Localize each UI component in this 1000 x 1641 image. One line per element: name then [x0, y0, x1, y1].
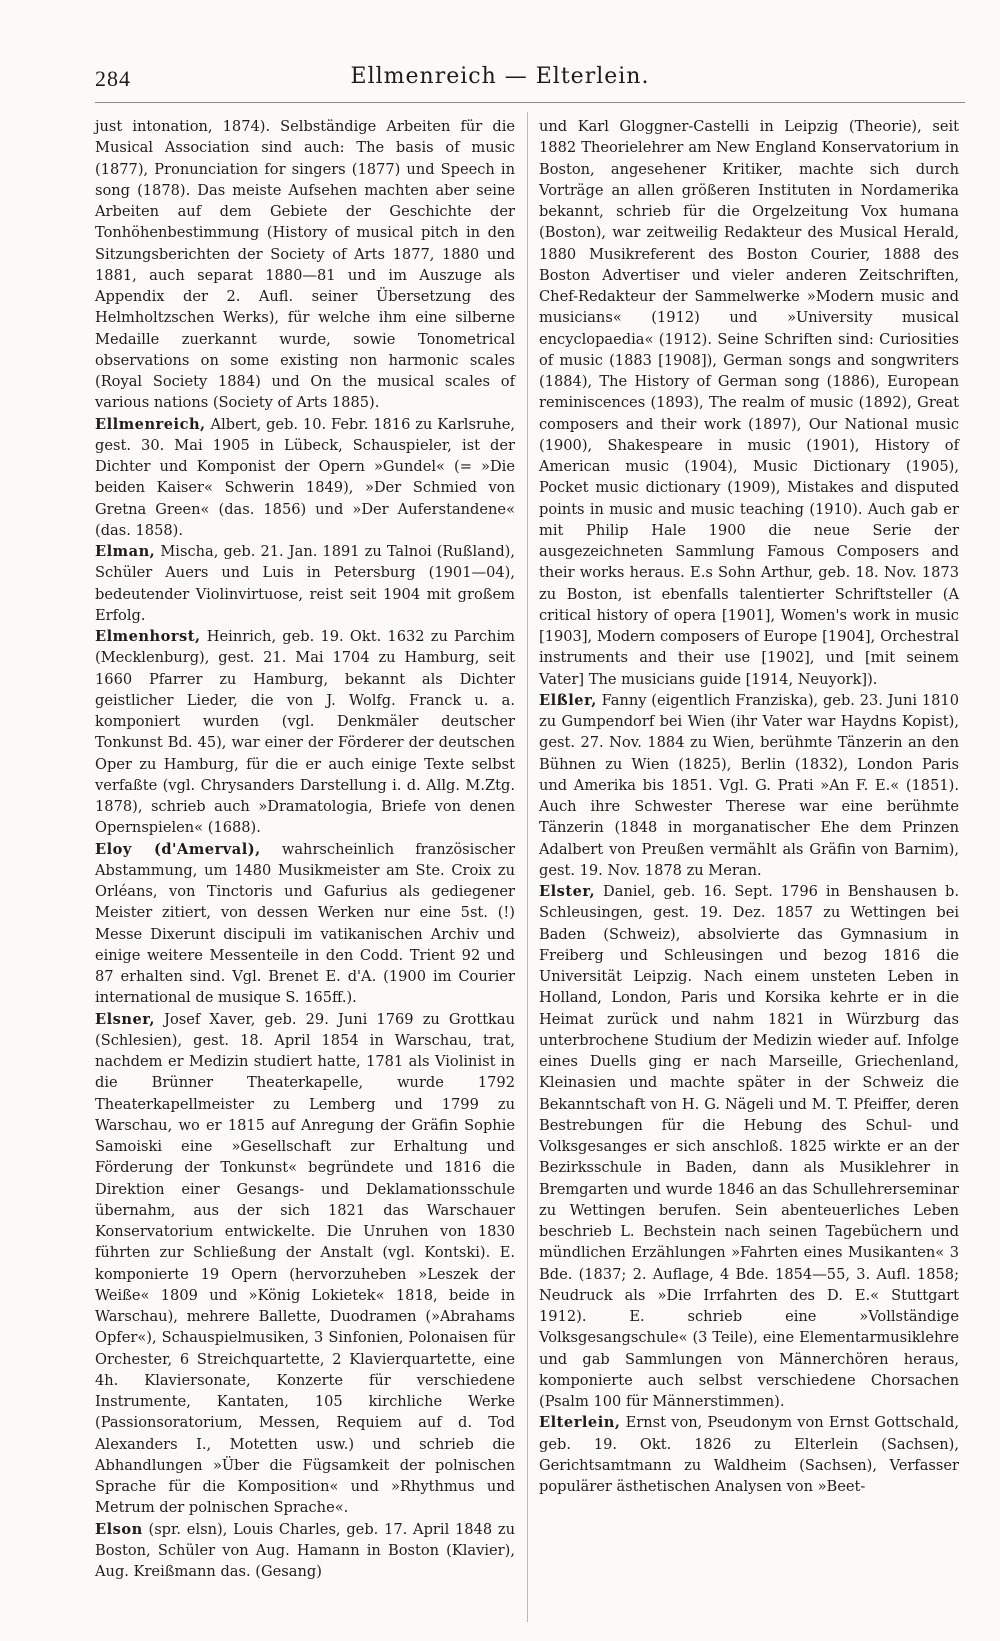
entry-text: Albert, geb. 10. Febr. 1816 zu Karlsruhe, gest. 30. Mai 1905 in Lübeck, Schauspieler, ist der Dichter und Komponist der Opern »Gundel« (= »Die beiden Kaiser« Schwerin 1849), »Der Schmied von Gretna Green« (das. 1856) und »Der Auferstandene« (das. 1858).	[95, 415, 515, 539]
headword: Elßler,	[539, 691, 597, 709]
entry-elman	[95, 541, 515, 626]
page-number: 284	[95, 66, 131, 91]
entry-ellmenreich	[95, 414, 515, 542]
entry-text: Mischa, geb. 21. Jan. 1891 zu Talnoi (Rußland), Schüler Auers und Luis in Petersburg (1901—04), bedeutender Violinvirtuose, reist seit 1904 mit großem Erfolg.	[95, 543, 515, 624]
entry-text: wahrscheinlich französischer Abstammung, um 1480 Musikmeister am Ste. Croix zu Orléans, von Tinctoris und Gafurius als gediegener Meister zitiert, von dessen Werken nur eine 5st. (!) Messe Dixerunt discipuli im vatikanischen Archiv und einige weitere Messenteile in den Codd. Trient 92 und 87 erhalten sind. Vgl. Brenet E. d'A. (1900 im Courier international de musique S. 165ff.).	[95, 840, 515, 1007]
left-column	[95, 116, 515, 1582]
entry-eloy	[95, 839, 515, 1009]
entry-elssler	[539, 690, 959, 881]
entry-elson	[95, 1519, 515, 1583]
column-divider	[527, 112, 528, 1622]
right-column	[539, 116, 959, 1497]
headword: Elster,	[539, 883, 596, 900]
running-title: Ellmenreich — Elterlein.	[350, 64, 650, 89]
headword: Elman,	[95, 543, 156, 560]
header-rule	[95, 102, 965, 103]
headword: Elterlein,	[539, 1414, 621, 1432]
entry-continuation	[95, 116, 515, 414]
page-header	[95, 58, 905, 96]
entry-elster	[539, 881, 959, 1412]
entry-text: Fanny (eigentlich Franziska), geb. 23. Juni 1810 zu Gumpendorf bei Wien (ihr Vater war Haydns Kopist), gest. 27. Nov. 1884 zu Wien, berühmte Tänzerin an den Bühnen zu Wien (1825), Berlin (1832), London Paris und Amerika bis 1851. Vgl. G. Prati »An F. E.« (1851). Auch ihre Schwester Therese war eine berühmte Tänzerin (1848 in morganatischer Ehe dem Prinzen Adalbert von Preußen vermählt als Gräfin von Barnim), gest. 19. Nov. 1878 zu Meran.	[539, 691, 959, 879]
entry-text: Heinrich, geb. 19. Okt. 1632 zu Parchim (Mecklenburg), gest. 21. Mai 1704 zu Hamburg, seit 1660 Pfarrer zu Hamburg, bekannt als Dichter geistlicher Lieder, die von J. Wolfg. Franck u. a. komponiert wurden (vgl. Denkmäler deutscher Tonkunst Bd. 45), war einer der Förderer der deutschen Oper zu Hamburg, für die er auch einige Texte selbst verfaßte (vgl. Chrysanders Darstellung i. d. Allg. M.Ztg. 1878), schrieb auch »Dramatologia, Briefe von denen Opernspielen« (1688).	[95, 628, 515, 837]
headword: Elsner,	[95, 1010, 155, 1028]
entry-elsner	[95, 1009, 515, 1519]
entry-text: just intonation, 1874). Selbständige Arbeiten für die Musical Association sind auch: The basis of music (1877), Pronunciation for singers (1877) und Speech in song (1878). Das meiste Aufsehen machten aber seine Arbeiten auf dem Gebiete der Geschichte der Tonhöhenbestimmung (History of musical pitch in den Sitzungsberichten der Society of Arts 1877, 1880 und 1881, auch separat 1880—81 und im Auszuge als Appendix der 2. Aufl. seiner Übersetzung des Helmholtzschen Werks), für welche ihm eine silberne Medaille zuerkannt wurde, sowie Tonometrical observations on some existing non harmonic scales (Royal Society 1884) und On the musical scales of various nations (Society of Arts 1885).	[95, 118, 515, 412]
entry-text: und Karl Gloggner-Castelli in Leipzig (Theorie), seit 1882 Theorielehrer am New England Konservatorium in Boston, angesehener Kritiker, machte sich durch Vorträge an allen größeren Instituten in Nordamerika bekannt, schrieb für die Orgelzeitung Vox humana (Boston), war zeitweilig Redakteur des Musical Herald, 1880 Musikreferent des Boston Courier, 1888 des Boston Advertiser und vieler anderen Zeitschriften, Chef-Redakteur der Sammelwerke »Modern music and musicians« (1912) und »University musical encyclopaedia« (1912). Seine Schriften sind: Curiosities of music (1883 [1908]), German songs and songwriters (1884), The History of German song (1886), European reminiscences (1893), The realm of music (1892), Great composers and their work (1897), Our National music (1900), Shakespeare in music (1901), History of American music (1904), Music Dictionary (1905), Pocket music dictionary (1909), Mistakes and disputed points in music and music teaching (1910). Auch gab er mit Philip Hale 1900 die neue Serie der ausgezeichneten Sammlung Famous Composers and their works heraus. E.s Sohn Arthur, geb. 18. Nov. 1873 zu Boston, ist ebenfalls talentierter Schriftsteller (A critical history of opera [1901], Women's work in music [1903], Modern composers of Europe [1904], Orchestral instruments and their use [1902], und [mit seinem Vater] The musicians guide [1914, Neuyork]).	[539, 118, 959, 688]
entry-text: (spr. elsn), Louis Charles, geb. 17. April 1848 zu Boston, Schüler von Aug. Hamann in Boston (Klavier), Aug. Kreißmann das. (Gesang)	[95, 1520, 515, 1580]
headword: Ellmenreich,	[95, 415, 206, 433]
entry-elterlein	[539, 1412, 959, 1497]
entry-elmenhorst	[95, 626, 515, 839]
entry-text: Daniel, geb. 16. Sept. 1796 in Benshausen b. Schleusingen, gest. 19. Dez. 1857 zu Wettingen bei Baden (Schweiz), absolvierte das Gymnasium in Freiberg und Schleusingen und bezog 1816 die Universität Leipzig. Nach einem unsteten Leben in Holland, London, Paris und Korsika kehrte er in die Heimat zurück und nahm 1821 in Würzburg das unterbrochene Studium der Medizin wieder auf. Infolge eines Duells ging er nach Marseille, Griechenland, Kleinasien und machte später in der Schweiz die Bekanntschaft von H. G. Nägeli und M. T. Pfeiffer, deren Bestrebungen für die Hebung des Schul- und Volksgesanges er sich anschloß. 1825 wirkte er an der Bezirksschule in Baden, dann als Musiklehrer in Bremgarten und wurde 1846 an das Schullehrerseminar zu Wettingen berufen. Sein abenteuerliches Leben beschrieb L. Bechstein nach seinen Tagebüchern und mündlichen Erzählungen »Fahrten eines Musikanten« 3 Bde. (1837; 2. Auflage, 4 Bde. 1854—55, 3. Aufl. 1858; Neudruck als »Die Irrfahrten des D. E.« Stuttgart 1912). E. schrieb eine »Vollständige Volksgesangschule« (3 Teile), eine Elementarmusiklehre und gab Sammlungen von Männerchören heraus, komponierte auch selbst verschiedene Chorsachen (Psalm 100 für Männerstimmen).	[539, 883, 959, 1410]
entry-text: Josef Xaver, geb. 29. Juni 1769 zu Grottkau (Schlesien), gest. 18. April 1854 in Warschau, trat, nachdem er Medizin studiert hatte, 1781 als Violinist in die Brünner Theaterkapelle, wurde 1792 Theaterkapellmeister zu Lemberg und 1799 zu Warschau, wo er 1815 auf Anregung der Gräfin Sophie Samoiski eine »Gesellschaft zur Erhaltung und Förderung der Tonkunst« begründete und 1816 die Direktion einer Gesangs- und Deklamationsschule übernahm, aus der sich 1821 das Warschauer Konservatorium entwickelte. Die Unruhen von 1830 führten zur Schließung der Anstalt (vgl. Kontski). E. komponierte 19 Opern (hervorzuheben »Leszek der Weiße« 1809 und »König Lokietek« 1818, beide in Warschau), mehrere Ballette, Duodramen (»Abrahams Opfer«), Schauspielmusiken, 3 Sinfonien, Polonaisen für Orchester, 6 Streichquartette, 2 Klavierquartette, eine 4h. Klaviersonate, Konzerte für verschiedene Instrumente, Kantaten, 105 kirchliche Werke (Passionsoratorium, Messen, Requiem auf d. Tod Alexanders I., Motetten usw.) und schrieb die Abhandlungen »Über die Fügsamkeit der polnischen Sprache für die Komposition« und »Rhythmus und Metrum der polnischen Sprache«.	[95, 1010, 515, 1517]
entry-text: Ernst von, Pseudonym von Ernst Gottschald, geb. 19. Okt. 1826 zu Elterlein (Sachsen), Gerichtsamtmann zu Waldheim (Sachsen), Verfasser populärer ästhetischen Analysen von »Beet-	[539, 1414, 959, 1495]
headword: Eloy (d'Amerval),	[95, 840, 261, 858]
headword: Elson	[95, 1520, 143, 1538]
headword: Elmenhorst,	[95, 628, 201, 645]
entry-continuation	[539, 116, 959, 690]
